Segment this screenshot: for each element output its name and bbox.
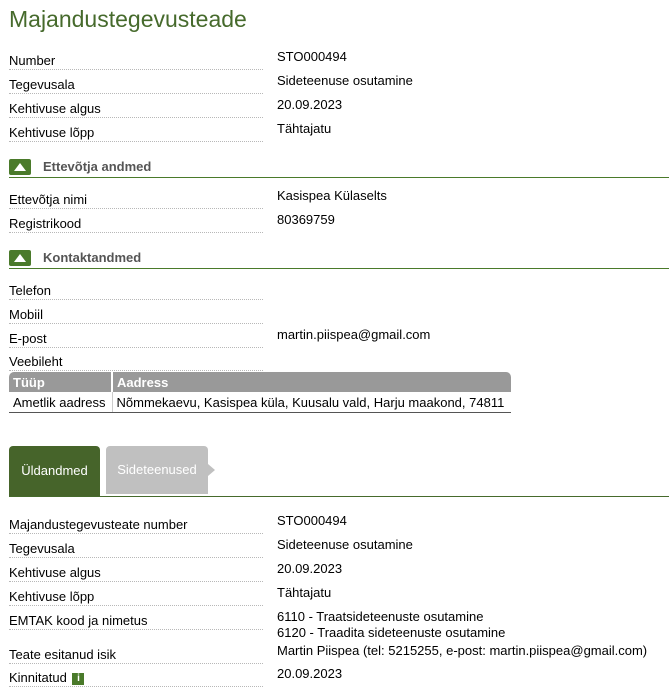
field-value: 6110 - Traatsideteenuste osutamine: [277, 609, 484, 624]
field-label: Kehtivuse lõpp: [9, 121, 263, 142]
field-value: 20.09.2023: [277, 561, 343, 576]
general-row-confirmed: [9, 666, 659, 690]
field-value: STO000494: [277, 49, 347, 64]
field-label: Majandustegevusteate number: [9, 513, 263, 534]
summary-row-end: [9, 121, 659, 145]
info-icon[interactable]: i: [72, 673, 84, 685]
general-row-emtak: [9, 609, 659, 645]
company-section-header[interactable]: [9, 155, 669, 178]
contact-row-mobile: [9, 303, 659, 327]
tab-bar: [9, 446, 669, 497]
field-label: Kehtivuse algus: [9, 97, 263, 118]
tab-general[interactable]: Üldandmed: [9, 446, 100, 496]
address-cell: Nõmmekaevu, Kasispea küla, Kuusalu vald, Harju maakond, 74811: [112, 392, 511, 413]
section-title: Kontaktandmed: [43, 250, 142, 265]
field-label: Registrikood: [9, 212, 263, 233]
field-value: Tähtajatu: [277, 121, 332, 136]
general-row-submitter: [9, 643, 659, 667]
field-label: [9, 666, 263, 687]
tab-communication-services[interactable]: Sideteenused: [106, 446, 208, 494]
field-label: Tegevusala: [9, 73, 263, 94]
page-title: Majandustegevusteade: [9, 6, 247, 32]
general-row-tegevusala: [9, 537, 659, 561]
general-row-number: [9, 513, 659, 537]
general-row-start: [9, 561, 659, 585]
table-row: [9, 392, 511, 413]
summary-row-tegevusala: [9, 73, 659, 97]
field-value: Martin Piispea (tel: 5215255, e-post: martin.piispea@gmail.com): [277, 643, 648, 658]
contact-section-header[interactable]: [9, 246, 669, 269]
field-label-text: Kinnitatud: [9, 670, 67, 685]
collapse-arrow-icon[interactable]: [9, 250, 31, 266]
field-label: E-post: [9, 327, 263, 348]
contact-row-email: [9, 327, 659, 351]
contact-row-website: [9, 350, 659, 374]
field-label: Number: [9, 49, 263, 70]
field-value: Tähtajatu: [277, 585, 332, 600]
address-type-cell: Ametlik aadress: [9, 392, 112, 413]
address-table: [9, 372, 511, 413]
field-label: Mobiil: [9, 303, 263, 324]
summary-row-start: [9, 97, 659, 121]
field-value: 20.09.2023: [277, 666, 343, 681]
field-label: Veebileht: [9, 350, 263, 371]
field-label: Tegevusala: [9, 537, 263, 558]
section-title: Ettevõtja andmed: [43, 159, 152, 174]
field-value: Sideteenuse osutamine: [277, 73, 413, 88]
contact-row-phone: [9, 279, 659, 303]
field-label: Kehtivuse lõpp: [9, 585, 263, 606]
company-row-regcode: [9, 212, 659, 236]
table-header-row: [9, 372, 511, 392]
field-value: 80369759: [277, 212, 335, 227]
collapse-arrow-icon[interactable]: [9, 159, 31, 175]
field-label: Kehtivuse algus: [9, 561, 263, 582]
field-label: Telefon: [9, 279, 263, 300]
field-value: martin.piispea@gmail.com: [277, 327, 431, 342]
field-label: Ettevõtja nimi: [9, 188, 263, 209]
field-value: STO000494: [277, 513, 347, 528]
company-row-name: [9, 188, 659, 212]
column-header-address: Aadress: [112, 372, 511, 392]
column-header-type: Tüüp: [9, 372, 112, 392]
field-value-2: 6120 - Traadita sideteenuste osutamine: [277, 625, 506, 640]
field-value: Kasispea Külaselts: [277, 188, 387, 203]
field-value: Sideteenuse osutamine: [277, 537, 413, 552]
field-label: Teate esitanud isik: [9, 643, 263, 664]
general-row-end: [9, 585, 659, 609]
field-label: EMTAK kood ja nimetus: [9, 609, 263, 630]
summary-row-number: [9, 49, 659, 73]
field-value: 20.09.2023: [277, 97, 343, 112]
